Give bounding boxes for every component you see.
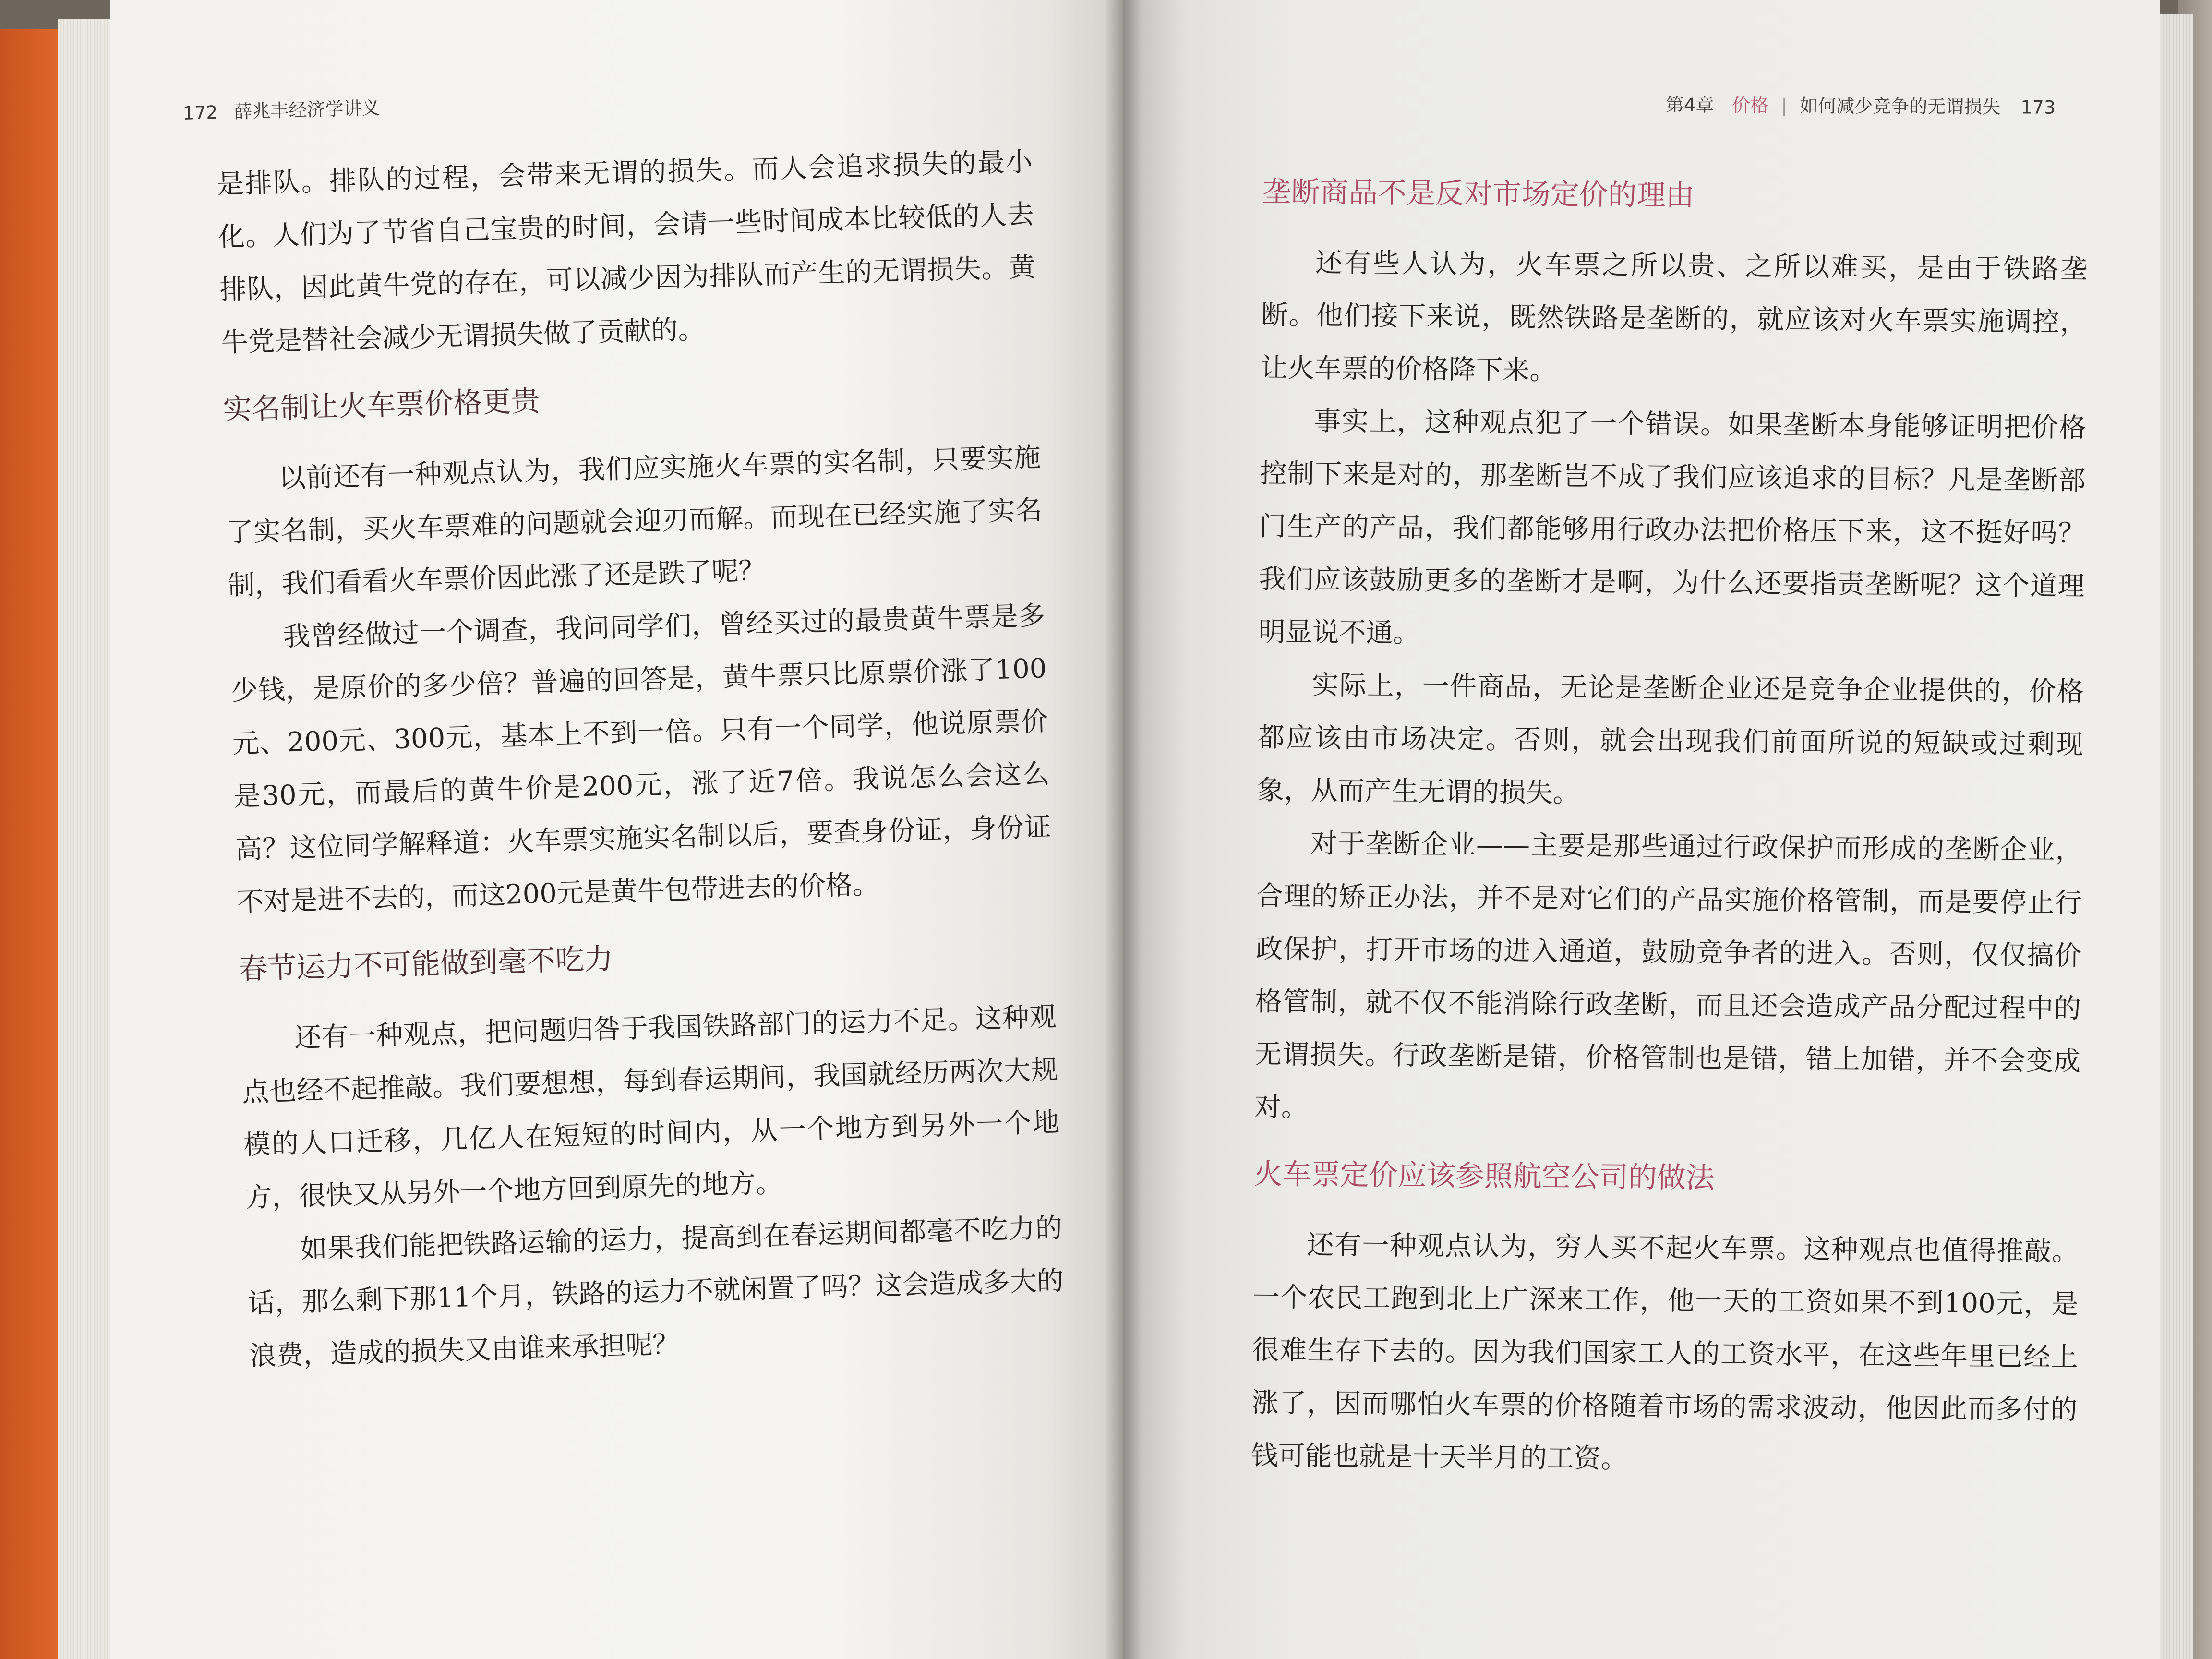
book-title: 薛兆丰经济学讲义 bbox=[233, 97, 380, 123]
left-page-body bbox=[216, 136, 1066, 1383]
paragraph: 是排队。排队的过程，会带来无谓的损失。而人会追求损失的最小化。人们为了节省自己宝贵的时间，会请一些时间成本比较低的人去排队，因此黄牛党的存在，可以减少因为排队而产生的无谓损失。黄牛党是替社会减少无谓损失做了贡献的。 bbox=[216, 146, 1036, 359]
right-page-body bbox=[1251, 173, 2088, 1490]
left-page-header bbox=[182, 93, 380, 125]
section-heading: 春节运力不可能做到毫不吃力 bbox=[238, 942, 613, 986]
left-page-number: 172 bbox=[182, 101, 218, 124]
book-gutter bbox=[1104, 0, 1142, 1659]
paragraph: 以前还有一种观点认为，我们应实施火车票的实名制，只要实施了实名制，买火车票难的问题就会迎刃而解。而现在已经实施了实名制，我们看看火车票价因此涨了还是跌了呢？ bbox=[226, 442, 1043, 601]
right-page-number: 173 bbox=[2020, 96, 2056, 118]
paragraph: 还有一种观点认为，穷人买不起火车票。这种观点也值得推敲。一个农民工跑到北上广深来工作，他一天的工资如果不到100元，是很难生存下去的。因为我们国家工人的工资水平，在这些年里已经上涨了，因而哪怕火车票的价格随着市场的需求波动，他因此而多付的钱可能也就是十天半月的工资。 bbox=[1251, 1229, 2079, 1475]
paragraph: 还有些人认为，火车票之所以贵、之所以难买，是由于铁路垄断。他们接下来说，既然铁路是垄断的，就应该对火车票实施调控，让火车票的价格降下来。 bbox=[1261, 247, 2088, 386]
paragraph: 我曾经做过一个调查，我问同学们，曾经买过的最贵黄牛票是多少钱，是原价的多少倍？普遍的回答是，黄牛票只比原票价涨了100元、200元、300元，基本上不到一倍。只有一个同学，他说原票价是30元，而最后的黄牛价是200元，涨了近7倍。我说怎么会这么高？这位同学解释道：火车票实施实名制以后，要查身份证，身份证不对是进不去的，而这200元是黄牛包带进去的价格。 bbox=[230, 600, 1052, 918]
paragraph: 对于垄断企业——主要是那些通过行政保护而形成的垄断企业，合理的矫正办法，并不是对它们的产品实施价格管制，而是要停止行政保护，打开市场的进入通道，鼓励竞争者的进入。否则，仅仅搞价格管制，就不仅不能消除行政垄断，而且还会造成产品分配过程中的无谓损失。行政垄断是错，价格管制也是错，错上加错，并不会变成对。 bbox=[1254, 828, 2083, 1123]
paragraph: 实际上，一件商品，无论是垄断企业还是竞争企业提供的，价格都应该由市场决定。否则，就会出现我们前面所说的短缺或过剩现象，从而产生无谓的损失。 bbox=[1257, 669, 2084, 809]
paragraph: 事实上，这种观点犯了一个错误。如果垄断本身能够证明把价格控制下来是对的，那垄断岂不成了我们应该追求的目标？凡是垄断部门生产的产品，我们都能够用行政办法把价格压下来，这不挺好吗？我们应该鼓励更多的垄断才是啊，为什么还要指责垄断呢？这个道理明显说不通。 bbox=[1258, 405, 2086, 649]
chapter-name: 价格 bbox=[1732, 95, 1769, 116]
paragraph: 还有一种观点，把问题归咎于我国铁路部门的运力不足。这种观点也经不起推敲。我们要想想，每到春运期间，我国就经历两次大规模的人口迁移，几亿人在短短的时间内，从一个地方到另外一个地方，很快又从另外一个地方回到原先的地方。 bbox=[241, 1001, 1060, 1214]
section-heading: 垄断商品不是反对市场定价的理由 bbox=[1262, 175, 1695, 213]
section-heading: 实名制让火车票价格更贵 bbox=[222, 384, 541, 427]
section-title: 如何减少竞争的无谓损失 bbox=[1800, 95, 2001, 118]
paragraph: 如果我们能把铁路运输的运力，提高到在春运期间都毫不吃力的话，那么剩下那11个月，铁路的运力不就闲置了吗？这会造成多大的浪费，造成的损失又由谁来承担呢？ bbox=[247, 1212, 1064, 1372]
header-separator: | bbox=[1781, 95, 1788, 116]
chapter-number: 第4章 bbox=[1665, 94, 1714, 116]
section-heading: 火车票定价应该参照航空公司的做法 bbox=[1253, 1157, 1715, 1195]
right-page-header bbox=[1666, 90, 2056, 119]
